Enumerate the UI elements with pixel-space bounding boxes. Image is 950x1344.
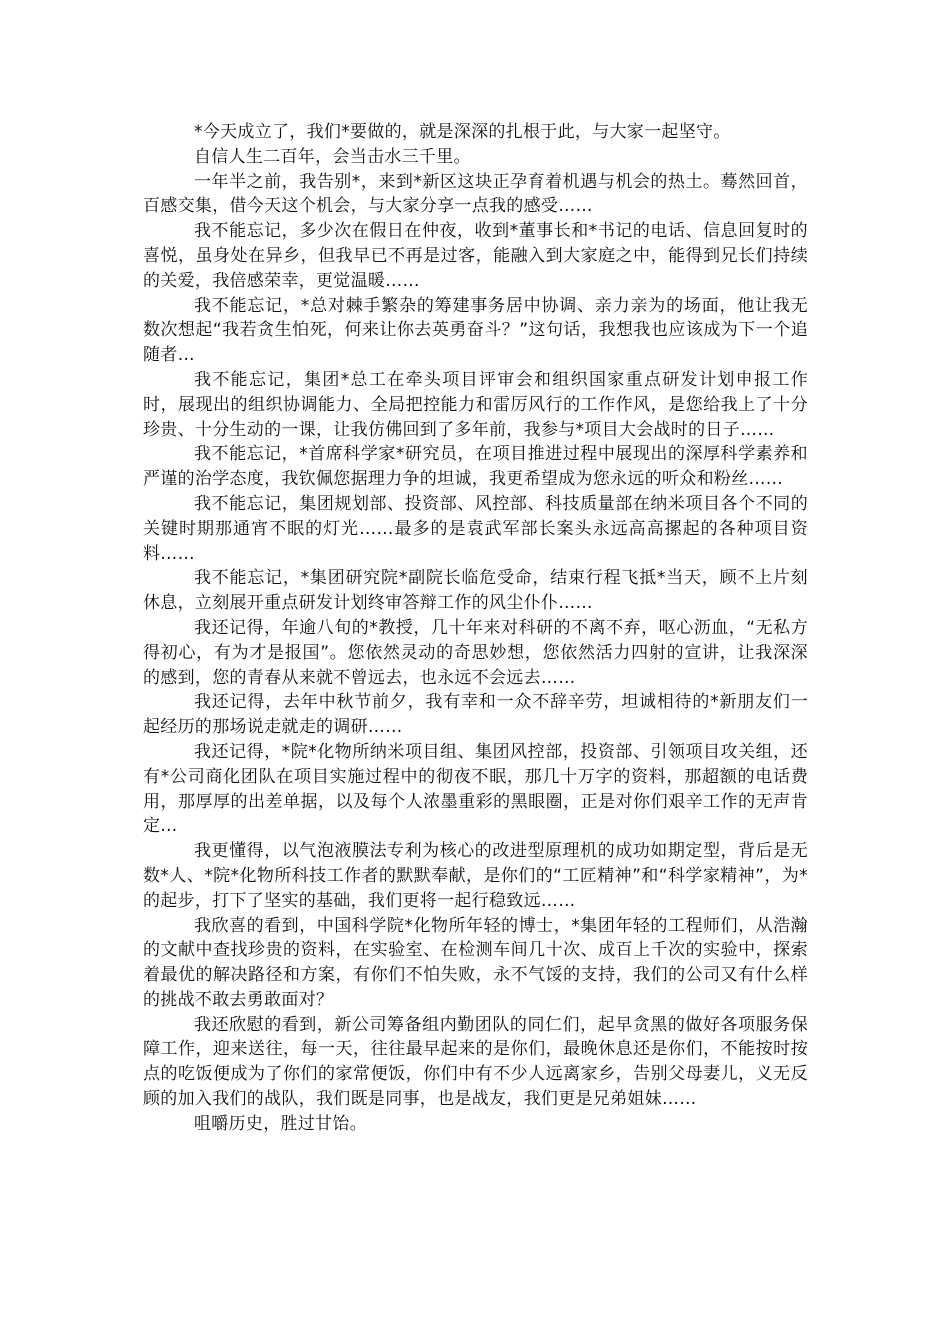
paragraph-3: 一年半之前，我告别*，来到*新区这块正孕育着机遇与机会的热土。蓦然回首，百感交集，借今天这个机会，与大家分享一点我的感受…… [143,171,808,217]
paragraph-10: 我还记得，年逾八旬的*教授，几十年来对科研的不离不弃，呕心沥血，“无私方得初心，有为才是报国”。您依然灵动的奇思妙想，您依然活力四射的宣讲，让我深深的感到，您的青春从来就不曾远去，也永远不会远去…… [143,617,808,688]
paragraph-9: 我不能忘记，*集团研究院*副院长临危受命，结束行程飞抵*当天，顾不上片刻休息，立刻展开重点研发计划终审答辩工作的风尘仆仆…… [143,568,808,614]
paragraph-5: 我不能忘记，*总对棘手繁杂的筹建事务居中协调、亲力亲为的场面，他让我无数次想起“我若贪生怕死，何来让你去英勇奋斗？”这句话，我想我也应该成为下一个追随者… [143,295,808,366]
paragraph-1: *今天成立了，我们*要做的，就是深深的扎根于此，与大家一起坚守。 [194,122,731,142]
paragraph-15: 我还欣慰的看到，新公司筹备组内勤团队的同仁们，起早贪黑的做好各项服务保障工作，迎来送往，每一天，往往最早起来的是你们，最晚休息还是你们，不能按时按点的吃饭便成为了你们的家常便饭，你们中有不少人远离家乡，告别父母妻儿，义无反顾的加入我们的战队，我们既是同事，也是战友，我们更是兄弟姐妹…… [143,1014,808,1110]
paragraph-2: 自信人生二百年，会当击水三千里。 [194,146,471,167]
paragraph-16: 咀嚼历史，胜过甘饴。 [194,1113,367,1134]
paragraph-11: 我还记得，去年中秋节前夕，我有幸和一众不辞辛劳，坦诚相待的*新朋友们一起经历的那场说走就走的调研…… [143,692,808,738]
document-page [143,120,808,1137]
paragraph-4: 我不能忘记，多少次在假日在仲夜，收到*董事长和*书记的电话、信息回复时的喜悦，虽身处在异乡，但我早已不再是过客，能融入到大家庭之中，能得到兄长们持续的关爱，我倍感荣幸，更觉温暖…… [143,221,808,291]
paragraph-12: 我还记得，*院*化物所纳米项目组、集团风控部，投资部、引领项目攻关组，还有*公司商化团队在项目实施过程中的彻夜不眠，那几十万字的资料，那超额的电话费用，那厚厚的出差单据，以及每个人浓墨重彩的黑眼圈，正是对你们艰辛工作的无声肯定… [143,741,808,837]
paragraph-13: 我更懂得，以气泡液膜法专利为核心的改进型原理机的成功如期定型，背后是无数*人、*院*化物所科技工作者的默默奉献，是你们的“工匠精神”和“科学家精神”，为*的起步，打下了坚实的基础，我们更将一起行稳致远…… [143,841,808,911]
paragraph-7: 我不能忘记，*首席科学家*研究员，在项目推进过程中展现出的深厚科学素养和严谨的治学态度，我钦佩您据理力争的坦诚，我更希望成为您永远的听众和粉丝…… [143,444,808,490]
paragraph-6: 我不能忘记，集团*总工在牵头项目评审会和组织国家重点研发计划申报工作时，展现出的组织协调能力、全局把控能力和雷厉风行的工作作风，是您给我上了十分珍贵、十分生动的一课，让我仿佛回到了多年前，我参与*项目大会战时的日子…… [143,369,808,440]
paragraph-8: 我不能忘记，集团规划部、投资部、风控部、科技质量部在纳米项目各个不同的关键时期那通宵不眠的灯光……最多的是袁武军部长案头永远高高摞起的各种项目资料…… [143,493,808,564]
paragraph-14: 我欣喜的看到，中国科学院*化物所年轻的博士，*集团年轻的工程师们，从浩瀚的文献中查找珍贵的资料，在实验室、在检测车间几十次、成百上千次的实验中，探索着最优的解决路径和方案，有你们不怕失败，永不气馁的支持，我们的公司又有什么样的挑战不敢去勇敢面对？ [143,915,808,1010]
